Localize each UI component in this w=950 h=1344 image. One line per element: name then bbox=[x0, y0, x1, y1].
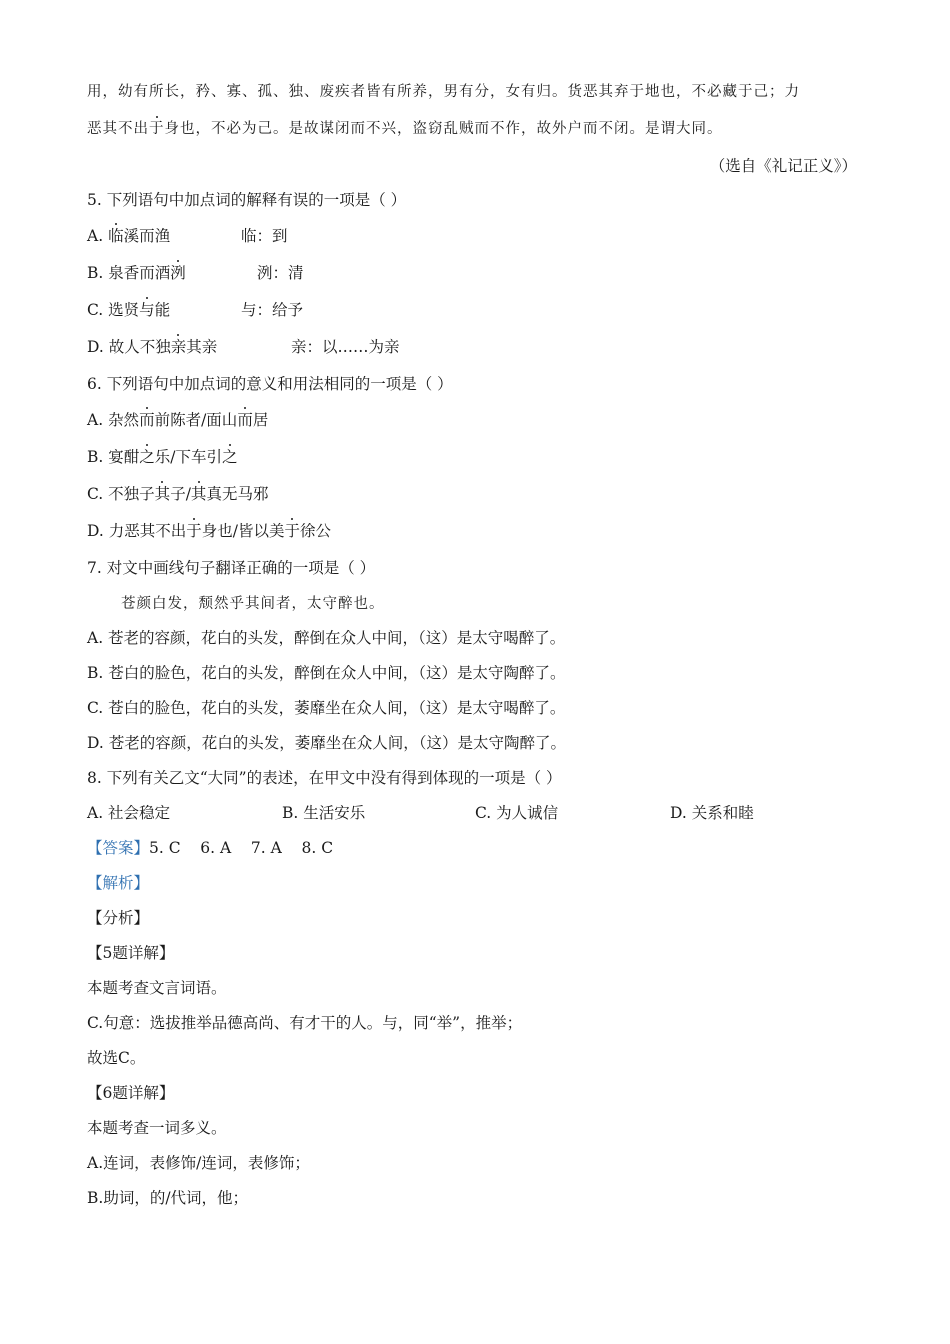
q6-detail-a: A.连词，表修饰/连词，表修饰； bbox=[87, 1154, 310, 1172]
analysis-tag: 【解析】 bbox=[87, 874, 150, 892]
q6-detail-intro: 本题考查一词多义。 bbox=[87, 1119, 227, 1137]
q5-d-post: 其亲 bbox=[186, 338, 218, 356]
q6-d-dot1: 于 bbox=[186, 522, 202, 540]
q8-option-a: A. 社会稳定 bbox=[87, 804, 171, 822]
q6-b-part1: B. 宴酣 bbox=[87, 448, 140, 466]
q6-d-part3: 徐公 bbox=[300, 522, 332, 540]
q5-a-pre: A. bbox=[87, 227, 109, 245]
q5-d-pre: D. 故人不独 bbox=[87, 338, 171, 356]
q8-option-b: B. 生活安乐 bbox=[282, 804, 366, 822]
q5-b-gloss: 洌：清 bbox=[257, 264, 304, 282]
q5-d-gloss: 亲：以……为亲 bbox=[291, 338, 400, 356]
q6-a-part1: A. 杂然 bbox=[87, 411, 140, 429]
q5-stem: 5. 下列语句中加点词的解释有误的一项是（ ） bbox=[87, 191, 407, 209]
q5-b-dot: 洌 bbox=[170, 264, 186, 282]
q6-b-dot2: 之 bbox=[222, 448, 238, 466]
passage-source: （选自《礼记正义》） bbox=[709, 157, 857, 175]
q7-quote: 苍颜白发，颓然乎其间者，太守醉也。 bbox=[121, 596, 385, 612]
q6-c-part2: 子/ bbox=[170, 485, 191, 503]
q6-a-dot1: 而 bbox=[139, 411, 155, 429]
q5-c-pre: C. 选贤 bbox=[87, 301, 140, 319]
q6-d-part1: D. 力恶其不出 bbox=[87, 522, 187, 540]
q8-option-c: C. 为人诚信 bbox=[475, 804, 559, 822]
q8-options bbox=[87, 803, 867, 823]
q6-detail-title: 【6题详解】 bbox=[87, 1084, 175, 1102]
q5-option-a bbox=[87, 226, 288, 246]
q7-stem: 7. 对文中画线句子翻译正确的一项是（ ） bbox=[87, 559, 376, 577]
q5-option-b bbox=[87, 263, 304, 283]
q6-c-part1: C. 不独子 bbox=[87, 485, 155, 503]
q5-a-post: 溪而渔 bbox=[123, 227, 171, 245]
q5-detail-intro: 本题考查文言词语。 bbox=[87, 979, 227, 997]
q6-b-dot1: 之 bbox=[139, 448, 155, 466]
q5-c-dot: 与 bbox=[139, 301, 155, 319]
q5-detail-explanation: C.句意：选拔推举品德高尚、有才干的人。与，同“举”，推举； bbox=[87, 1014, 523, 1032]
q5-d-dot: 亲 bbox=[170, 338, 187, 356]
q7-option-a: A. 苍老的容颜，花白的头发，醉倒在众人中间，（这）是太守喝醉了。 bbox=[87, 629, 566, 647]
q6-stem: 6. 下列语句中加点词的意义和用法相同的一项是（ ） bbox=[87, 375, 453, 393]
q6-option-b bbox=[87, 447, 238, 467]
q6-c-dot1: 其 bbox=[154, 485, 171, 503]
q5-a-gloss: 临：到 bbox=[241, 227, 288, 245]
q6-option-c bbox=[87, 484, 268, 504]
q6-b-part2: 乐/下车引 bbox=[154, 448, 222, 466]
passage-line-2-pre: 恶其不出 bbox=[87, 121, 149, 137]
q5-option-d bbox=[87, 337, 400, 357]
q6-option-d bbox=[87, 521, 331, 541]
emphasis-dot-char: 于 bbox=[149, 121, 165, 137]
passage-line-1: 用，幼有所长，矜、寡、孤、独、废疾者皆有所养，男有分，女有归。货恶其弃于地也，不必藏于己；力 bbox=[87, 84, 800, 100]
analysis-heading: 【分析】 bbox=[87, 909, 150, 927]
answer-line bbox=[87, 838, 333, 858]
q6-option-a bbox=[87, 410, 268, 430]
q5-detail-conclusion: 故选C。 bbox=[87, 1049, 146, 1067]
q5-a-dot: 临 bbox=[108, 227, 124, 245]
q7-option-b: B. 苍白的脸色，花白的头发，醉倒在众人中间，（这）是太守陶醉了。 bbox=[87, 664, 566, 682]
q5-c-post: 能 bbox=[154, 301, 171, 319]
q6-detail-b: B.助词，的/代词，他； bbox=[87, 1189, 249, 1207]
q5-option-c bbox=[87, 300, 304, 320]
answer-tag: 【答案】 bbox=[87, 839, 150, 857]
passage-line-2 bbox=[87, 119, 723, 139]
q7-option-c: C. 苍白的脸色，花白的头发，萎靡坐在众人间，（这）是太守喝醉了。 bbox=[87, 699, 566, 717]
q5-c-gloss: 与：给予 bbox=[241, 301, 304, 319]
q6-d-part2: 身也/皆以美 bbox=[201, 522, 285, 540]
q8-option-d: D. 关系和睦 bbox=[670, 804, 754, 822]
q7-option-d: D. 苍老的容颜，花白的头发，萎靡坐在众人间，（这）是太守陶醉了。 bbox=[87, 734, 566, 752]
q5-detail-title: 【5题详解】 bbox=[87, 944, 175, 962]
q6-c-dot2: 其 bbox=[190, 485, 207, 503]
answer-text: 5. C 6. A 7. A 8. C bbox=[149, 839, 334, 857]
q6-c-part3: 真无马邪 bbox=[206, 485, 269, 503]
q6-a-part3: 居 bbox=[252, 411, 269, 429]
q6-a-dot2: 而 bbox=[237, 411, 253, 429]
q6-a-part2: 前陈者/面山 bbox=[154, 411, 238, 429]
passage-line-2-post: 身也，不必为己。是故谋闭而不兴，盗窃乱贼而不作，故外户而不闭。是谓大同。 bbox=[164, 121, 723, 137]
q6-d-dot2: 于 bbox=[284, 522, 300, 540]
q8-stem: 8. 下列有关乙文“大同”的表述，在甲文中没有得到体现的一项是（ ） bbox=[87, 769, 562, 787]
q5-b-pre: B. 泉香而酒 bbox=[87, 264, 171, 282]
